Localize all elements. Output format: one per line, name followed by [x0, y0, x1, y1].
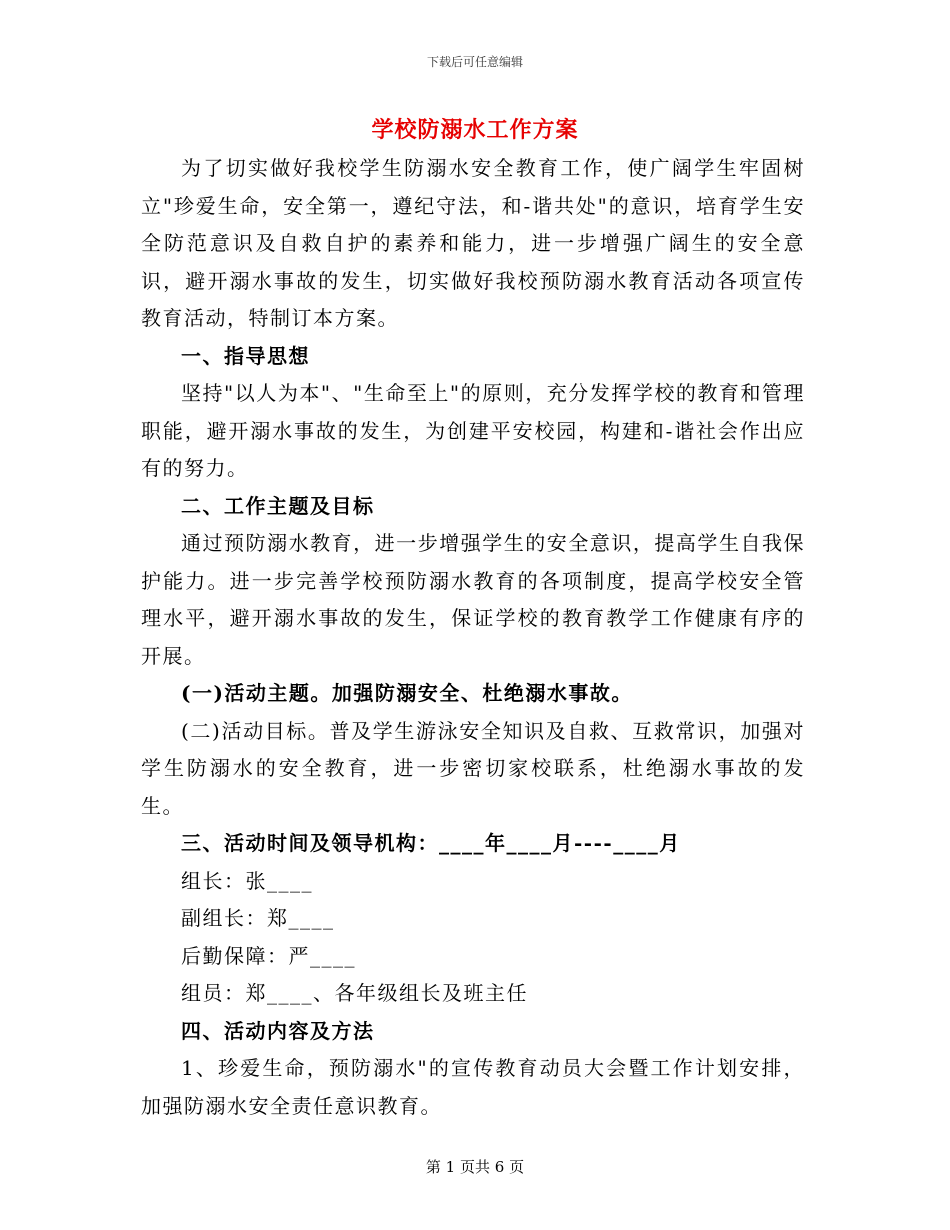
item1-paragraph: 1、珍爱生命，预防溺水"的宣传教育动员大会暨工作计划安排，加强防溺水安全责任意识教育。	[141, 1056, 805, 1118]
intro-paragraph: 为了切实做好我校学生防溺水安全教育工作，使广阔学生牢固树立"珍爱生命，安全第一，遵纪守法，和-谐共处"的意识，培育学生安全防范意识及自救自护的素养和能力，进一步增强广阔生的安全意识，避开溺水事故的发生，切实做好我校预防溺水教育活动各项宣传教育活动，特制订本方案。	[141, 156, 805, 330]
activity-theme-line: (一)活动主题。加强防溺安全、杜绝溺水事故。	[181, 681, 633, 705]
logistics-line: 后勤保障：严____	[181, 943, 356, 968]
document-body	[141, 150, 805, 1125]
section4-heading: 四、活动内容及方法	[181, 1018, 375, 1043]
section3-heading: 三、活动时间及领导机构：____年____月----____月	[181, 831, 681, 855]
section1-heading: 一、指导思想	[181, 343, 310, 368]
deputy-leader-line: 副组长：郑____	[181, 906, 335, 930]
activity-goal-paragraph: (二)活动目标。普及学生游泳安全知识及自救、互救常识，加强对学生防溺水的安全教育，进一步密切家校联系，杜绝溺水事故的发生。	[141, 718, 805, 818]
section1-paragraph: 坚持"以人为本"、"生命至上"的原则，充分发挥学校的教育和管理职能，避开溺水事故的发生，为创建平安校园，构建和-谐社会作出应有的努力。	[141, 381, 805, 480]
section2-paragraph: 通过预防溺水教育，进一步增强学生的安全意识，提高学生自我保护能力。进一步完善学校预防溺水教育的各项制度，提高学校安全管理水平，避开溺水事故的发生，保证学校的教育教学工作健康有序的开展。	[141, 531, 805, 668]
members-line: 组员：郑____、各年级组长及班主任	[181, 981, 528, 1005]
section2-heading: 二、工作主题及目标	[181, 493, 375, 518]
document-title: 学校防溺水工作方案	[371, 117, 579, 143]
leader-line: 组长：张____	[181, 868, 313, 893]
page-number: 第 1 页共 6 页	[425, 1158, 525, 1176]
header-note: 下载后可任意编辑	[426, 55, 523, 69]
